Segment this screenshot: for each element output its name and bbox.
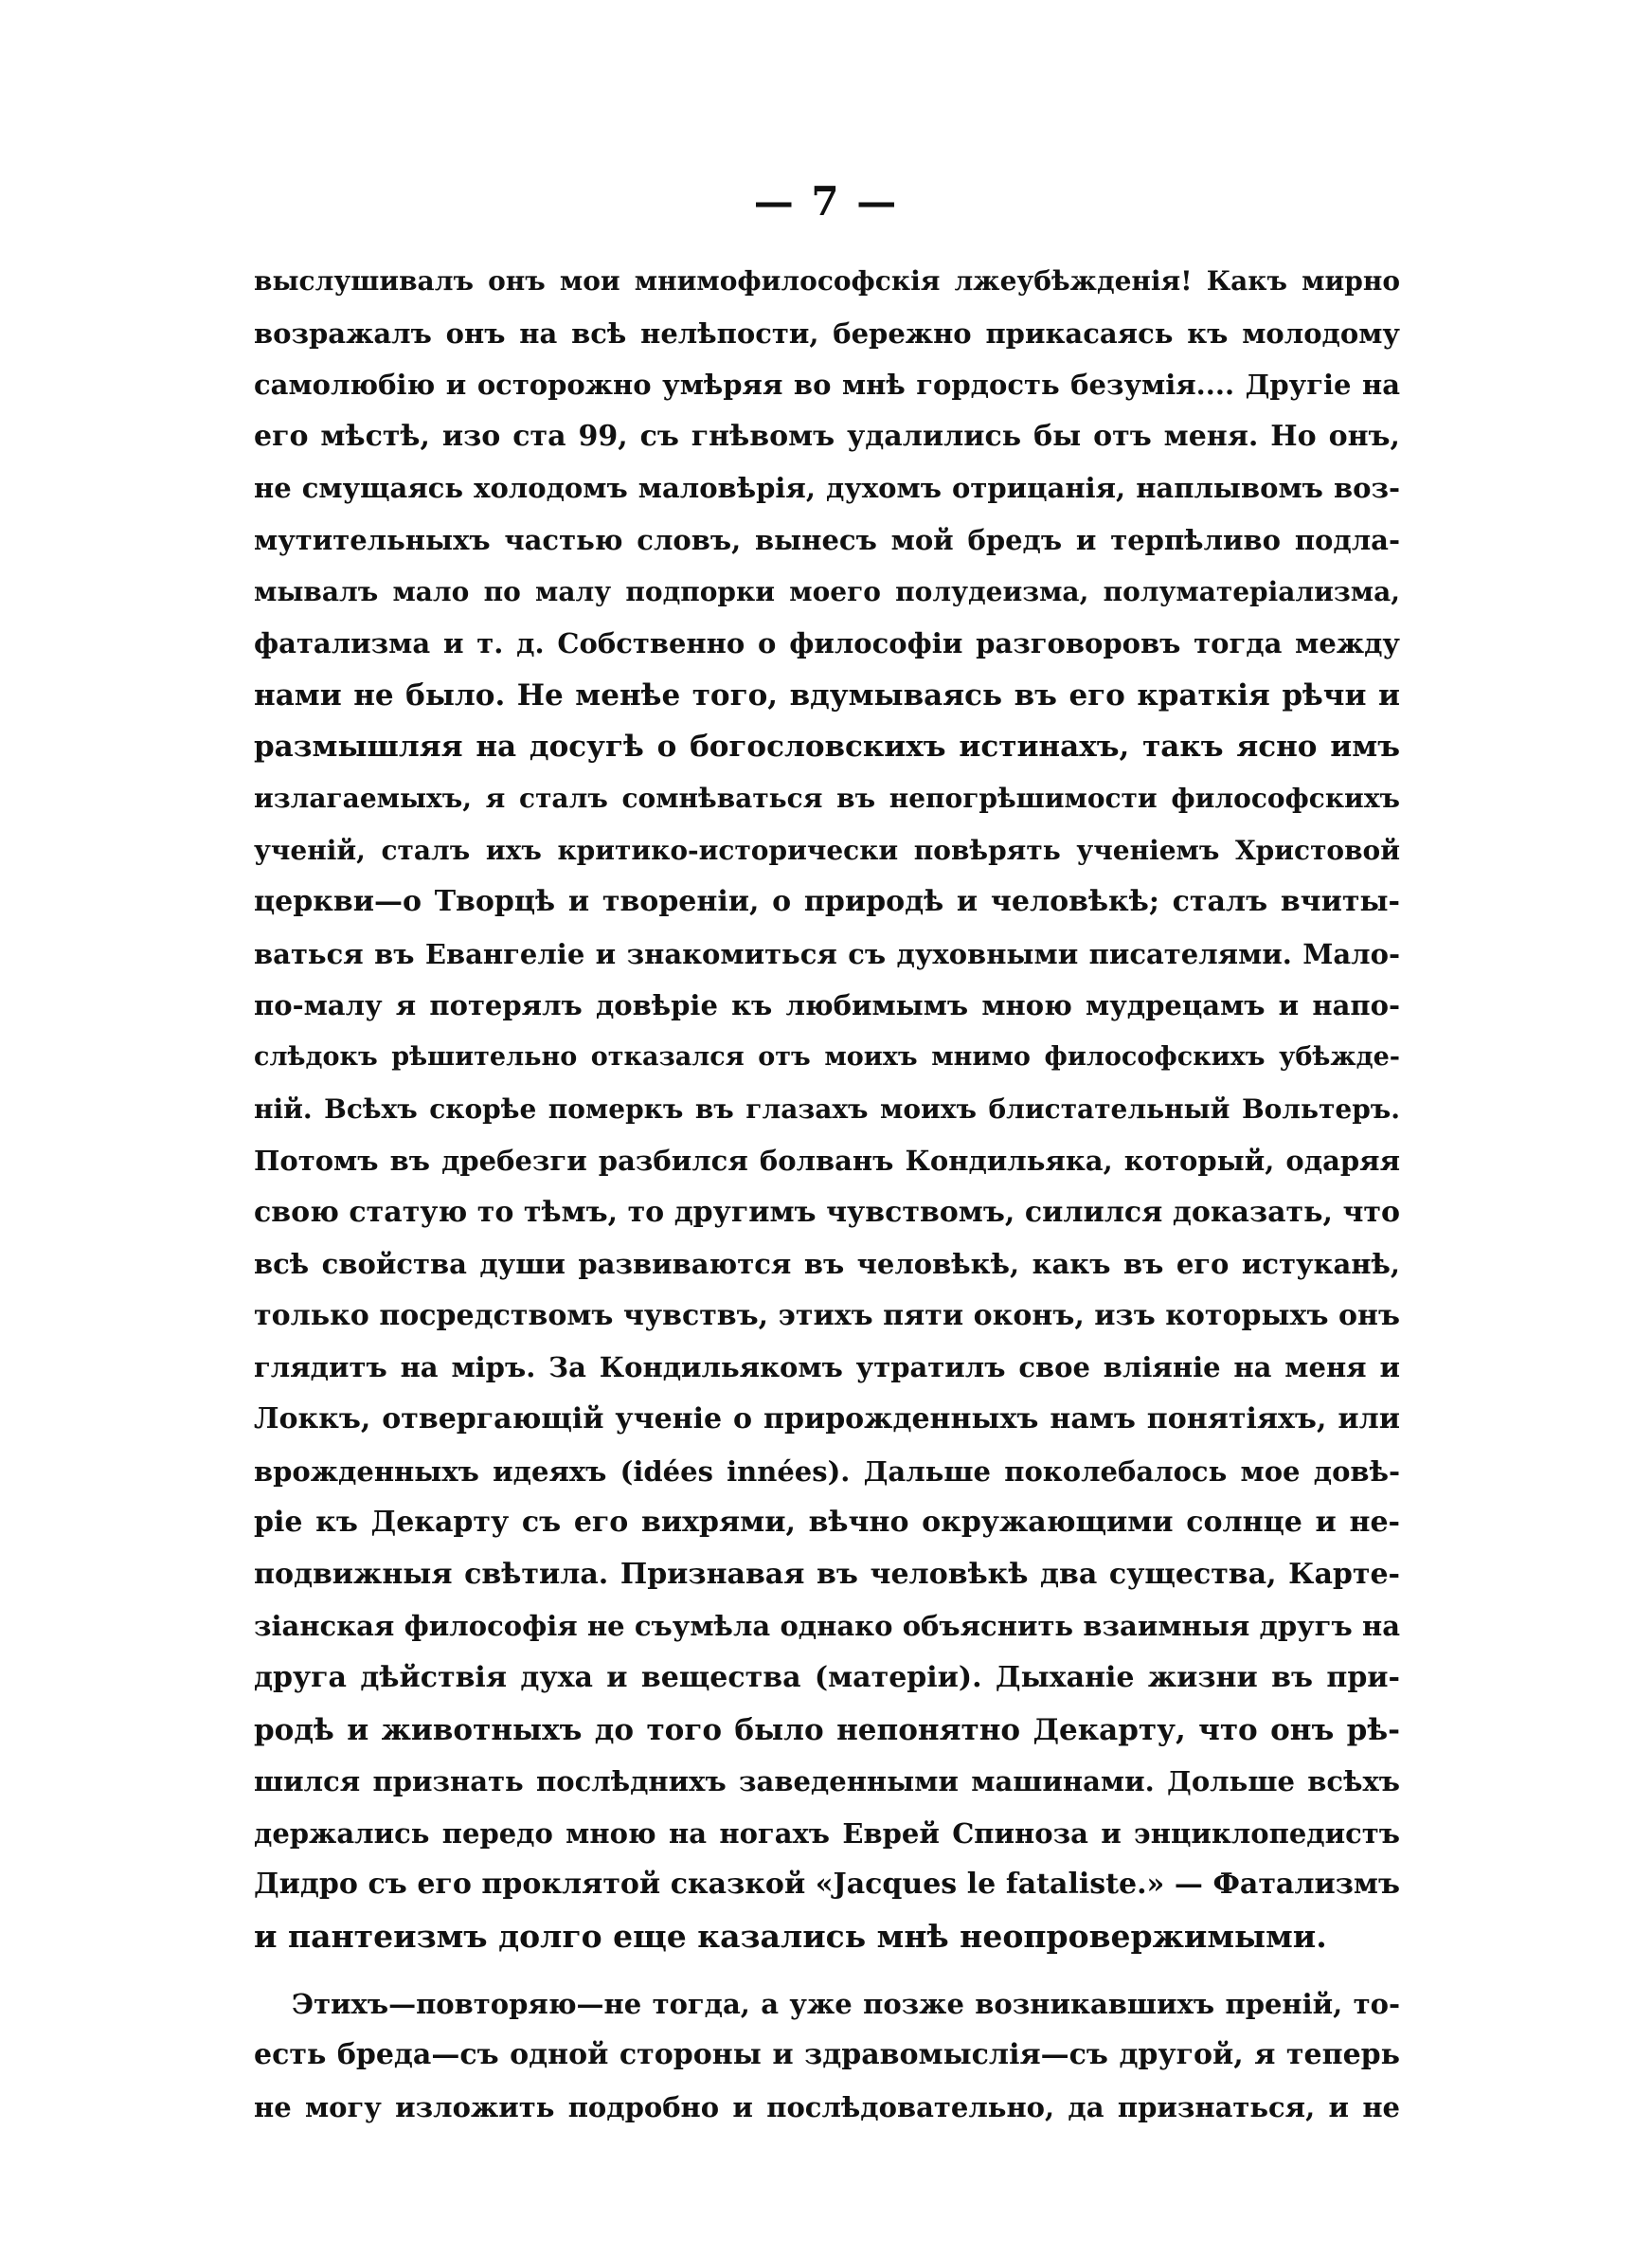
- text-line: держались передо мною на ногахъ Еврей Спиноза и энциклопедистъ: [254, 1816, 1400, 1850]
- text-line: Локкъ, отвергающій ученіе о прирожденныхъ намъ понятіяхъ, или: [254, 1402, 1400, 1436]
- text-line: его мѣстѣ, изо ста 99, съ гнѣвомъ удалились бы отъ меня. Но онъ,: [254, 419, 1400, 453]
- text-line: ученій, сталъ ихъ критико-исторически повѣрять ученіемъ Христовой: [254, 834, 1400, 866]
- text-line: не могу изложить подробно и послѣдовательно, да признаться, и не: [254, 2090, 1400, 2123]
- text-line: церкви—о Творцѣ и твореніи, о природѣ и человѣкѣ; сталъ вчиты-: [254, 885, 1400, 919]
- text-line: зіанская философія не съумѣла однако объяснить взаимныя другъ на: [254, 1610, 1400, 1643]
- text-line: ваться въ Евангеліе и знакомиться съ духовными писателями. Мало-: [254, 937, 1400, 970]
- page-number: — 7 —: [753, 178, 899, 225]
- text-line: излагаемыхъ, я сталъ сомнѣваться въ непогрѣшимости философскихъ: [254, 782, 1400, 814]
- text-line: размышляя на досугѣ о богословскихъ истинахъ, такъ ясно имъ: [254, 730, 1400, 765]
- text-line: всѣ свойства души развиваются въ человѣкѣ, какъ въ его истуканѣ,: [254, 1248, 1400, 1281]
- paragraph: [254, 1978, 1400, 2134]
- text-line: слѣдокъ рѣшительно отказался отъ моихъ мнимо философскихъ убѣжде-: [254, 1041, 1400, 1072]
- text-line: подвижныя свѣтила. Признавая въ человѣкѣ два существа, Карте-: [254, 1557, 1400, 1591]
- paragraph-gap: [254, 1963, 1400, 1978]
- text-line: не смущаясь холодомъ маловѣрія, духомъ отрицанія, наплывомъ воз-: [254, 472, 1400, 505]
- text-line: врожденныхъ идеяхъ (idées innées). Дальше поколебалось мое довѣ-: [254, 1454, 1400, 1488]
- text-line: мутительныхъ частью словъ, вынесъ мой бредъ и терпѣливо подла-: [254, 523, 1400, 556]
- text-line: самолюбію и осторожно умѣряя во мнѣ гордость безумія.... Другіе на: [254, 369, 1400, 402]
- text-line: Потомъ въ дребезги разбился болванъ Кондильяка, который, одаряя: [254, 1145, 1400, 1178]
- text-line: и пантеизмъ долго еще казались мнѣ неопровержимыми.: [254, 1918, 1327, 1955]
- text-line: ріе къ Декарту съ его вихрями, вѣчно окружающими солнце и не-: [254, 1506, 1400, 1540]
- text-line: возражалъ онъ на всѣ нелѣпости, бережно прикасаясь къ молодому: [254, 316, 1400, 350]
- text-line: фатализма и т. д. Собственно о философіи разговоровъ тогда между: [254, 627, 1400, 660]
- text-line: глядитъ на міръ. За Кондильякомъ утратилъ свое вліяніе на меня и: [254, 1351, 1400, 1384]
- text-line: свою статую то тѣмъ, то другимъ чувствомъ, силился доказать, что: [254, 1195, 1400, 1229]
- text-line: выслушивалъ онъ мои мнимофилософскія лжеубѣжденія! Какъ мирно: [254, 265, 1400, 297]
- text-line: по-малу я потерялъ довѣріе къ любимымъ мною мудрецамъ и напо-: [254, 989, 1400, 1022]
- text-line: шился признать послѣднихъ заведенными машинами. Дольше всѣхъ: [254, 1765, 1400, 1798]
- body-text: [254, 256, 1400, 2133]
- text-line: ній. Всѣхъ скорѣе померкъ въ глазахъ моихъ блистательный Вольтеръ.: [254, 1092, 1400, 1125]
- text-line: мывалъ мало по малу подпорки моего полудеизма, полуматеріализма,: [254, 575, 1400, 607]
- text-line: родѣ и животныхъ до того было непонятно Декарту, что онъ рѣ-: [254, 1712, 1400, 1747]
- paragraph: [254, 256, 1400, 1963]
- text-line: Дидро съ его проклятой сказкой «Jacques le fataliste.» — Фатализмъ: [254, 1868, 1400, 1902]
- text-line: только посредствомъ чувствъ, этихъ пяти оконъ, изъ которыхъ онъ: [254, 1298, 1400, 1332]
- text-line: есть бреда—съ одной стороны и здравомыслія—съ другой, я теперь: [254, 2038, 1400, 2072]
- text-line: нами не было. Не менѣе того, вдумываясь въ его краткія рѣчи и: [254, 677, 1400, 713]
- text-line: Этихъ—повторяю—не тогда, а уже позже возникавшихъ преній, то-: [292, 1987, 1400, 2020]
- text-line: друга дѣйствія духа и вещества (матеріи). Дыханіе жизни въ при-: [254, 1661, 1400, 1695]
